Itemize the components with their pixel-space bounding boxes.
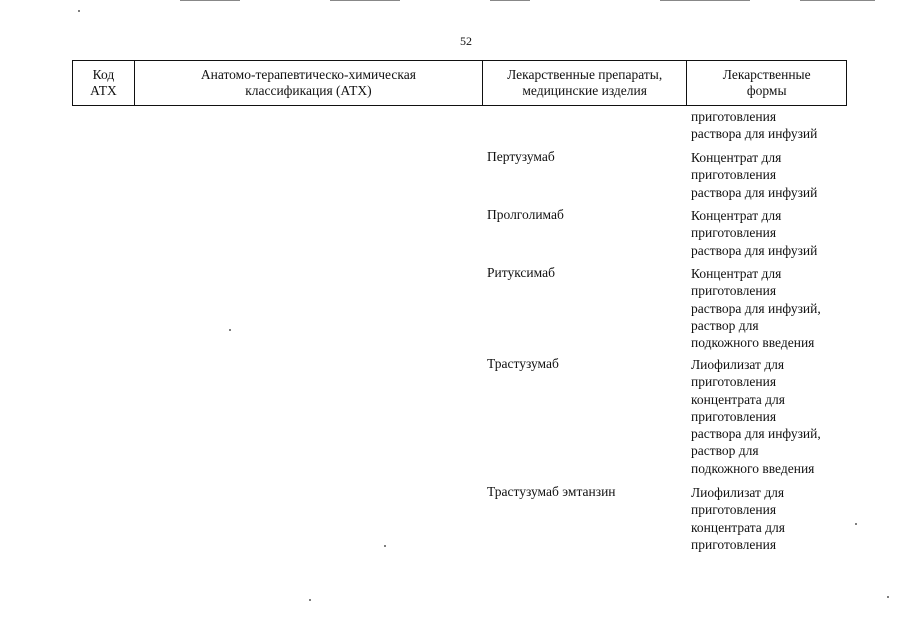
scan-speck	[78, 10, 80, 12]
dosage-form: Концентрат для приготовления раствора для инфузий, раствор для подкожного введения	[691, 266, 821, 351]
scan-speck	[384, 545, 386, 547]
drug-name: Трастузумаб	[487, 356, 559, 371]
header-dosage-forms: Лекарственные формы	[722, 67, 811, 98]
continued-dosage-form: приготовления раствора для инфузий	[691, 109, 818, 142]
scan-edge-line	[180, 0, 240, 1]
drug-name: Ритуксимаб	[487, 265, 555, 280]
page-number: 52	[460, 34, 472, 48]
scan-speck	[887, 596, 889, 598]
dosage-form: Концентрат для приготовления раствора для инфузий	[691, 208, 818, 258]
drug-name: Пролголимаб	[487, 207, 564, 222]
scan-speck	[229, 329, 231, 331]
drug-name: Пертузумаб	[487, 149, 555, 164]
header-medicines: Лекарственные препараты, медицинские изделия	[483, 61, 687, 105]
scan-speck	[309, 599, 311, 601]
scan-edge-line	[800, 0, 875, 1]
scan-edge-line	[490, 0, 530, 1]
header-atc-classification: Анатомо-терапевтическо-химическая классификация (АТХ)	[135, 61, 483, 105]
dosage-form: Лиофилизат для приготовления концентрата для приготовления раствора для инфузий, раствор для подкожного введения	[691, 357, 821, 476]
scan-speck	[855, 523, 857, 525]
dosage-form: Лиофилизат для приготовления концентрата для приготовления	[691, 485, 785, 552]
scan-edge-line	[330, 0, 400, 1]
header-atc-code: Код АТХ	[73, 61, 135, 105]
scan-edge-line	[660, 0, 750, 1]
drug-name: Трастузумаб эмтанзин	[487, 484, 616, 499]
dosage-form: Концентрат для приготовления раствора для инфузий	[691, 150, 818, 200]
table-header	[72, 60, 847, 106]
